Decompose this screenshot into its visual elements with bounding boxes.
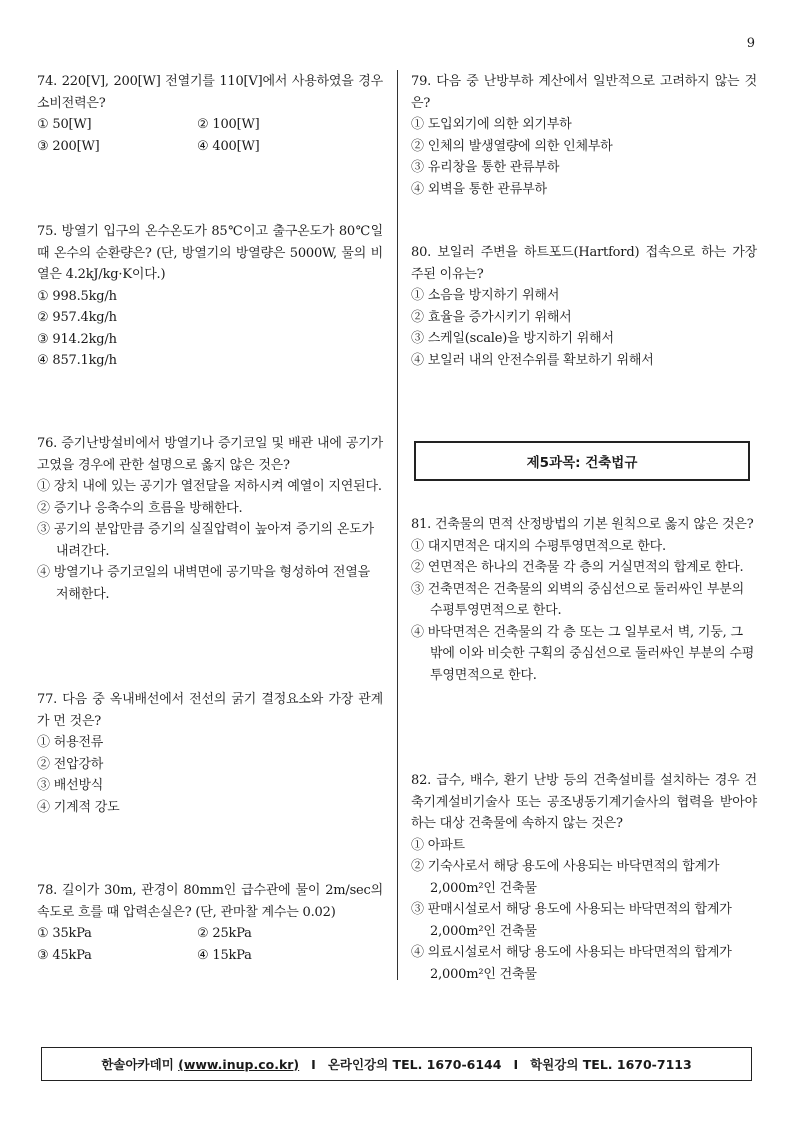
option-3[interactable]: ③ 스케일(scale)을 방지하기 위해서 <box>411 331 614 346</box>
question-stem: 82. 급수, 배수, 환기 난방 등의 건축설비를 설치하는 경우 건축기계설비기술사 또는 공조냉동기계기술사의 협력을 받아야 하는 대상 건축물에 속하지 않는 것은? <box>411 773 757 831</box>
option-3[interactable]: ③ 200[W] <box>37 138 100 154</box>
option-1[interactable]: ① 장치 내에 있는 공기가 열전달을 저하시켜 예열이 지연된다. <box>37 479 382 494</box>
option-4[interactable]: ④ 바닥면적은 건축물의 각 층 또는 그 일부로서 벽, 기둥, 그 밖에 이와 비슷한 구획의 중심선으로 둘러싸인 부분의 수평투영면적으로 한다. <box>411 624 755 683</box>
question-80 <box>411 242 757 371</box>
offline-tel: 학원강의 TEL. 1670-7113 <box>530 1057 692 1072</box>
option-3[interactable]: ③ 판매시설로서 해당 용도에 사용되는 바닥면적의 합계가 2,000m²인 건축물 <box>411 902 732 939</box>
option-4[interactable]: ④ 기계적 강도 <box>37 799 120 815</box>
page-number: 9 <box>746 36 755 51</box>
option-1[interactable]: ① 소음을 방지하기 위해서 <box>411 288 560 303</box>
option-2[interactable]: ② 기숙사로서 해당 용도에 사용되는 바닥면적의 합계가 2,000m²인 건축물 <box>411 859 720 896</box>
question-stem: 78. 길이가 30m, 관경이 80mm인 급수관에 물이 2m/sec의 속도로 흐를 때 압력손실은? (단, 관마찰 계수는 0.02) <box>37 883 383 920</box>
option-3[interactable]: ③ 45kPa <box>37 947 92 963</box>
option-3[interactable]: ③ 배선방식 <box>37 778 104 793</box>
option-2[interactable]: ② 957.4kg/h <box>37 310 117 325</box>
option-2[interactable]: ② 25kPa <box>197 926 252 941</box>
option-1[interactable]: ① 아파트 <box>411 837 465 853</box>
option-2[interactable]: ② 인체의 발생열량에 의한 인체부하 <box>411 138 613 154</box>
question-stem: 80. 보일러 주변을 하트포드(Hartford) 접속으로 하는 가장 주된 이유는? <box>411 245 757 282</box>
option-4[interactable]: ④ 15kPa <box>197 947 252 963</box>
question-77 <box>37 689 383 818</box>
option-4[interactable]: ④ 의료시설로서 해당 용도에 사용되는 바닥면적의 합계가 2,000m²인 건축물 <box>411 945 732 982</box>
question-stem: 74. 220[V], 200[W] 전열기를 110[V]에서 사용하였을 경우 소비전력은? <box>37 74 383 111</box>
website-link[interactable]: (www.inup.co.kr) <box>178 1056 300 1072</box>
option-4[interactable]: ④ 보일러 내의 안전수위를 확보하기 위해서 <box>411 352 654 368</box>
question-81 <box>411 514 757 686</box>
section-title: 제5과목: 건축법규 <box>526 455 638 471</box>
option-3[interactable]: ③ 공기의 분압만큼 증기의 실질압력이 높아져 증기의 온도가 내려간다. <box>37 522 374 559</box>
option-1[interactable]: ① 도입외기에 의한 외기부하 <box>411 117 572 132</box>
option-1[interactable]: ① 998.5kg/h <box>37 288 117 304</box>
question-82 <box>411 770 757 985</box>
option-4[interactable]: ④ 857.1kg/h <box>37 353 117 368</box>
question-stem: 79. 다음 중 난방부하 계산에서 일반적으로 고려하지 않는 것은? <box>411 74 757 111</box>
question-74 <box>37 71 383 157</box>
question-75 <box>37 221 383 372</box>
option-2[interactable]: ② 연면적은 하나의 건축물 각 층의 거실면적의 합계로 한다. <box>411 560 744 575</box>
option-2[interactable]: ② 증기나 응축수의 흐름을 방해한다. <box>37 500 243 516</box>
option-1[interactable]: ① 대지면적은 대지의 수평투영면적으로 한다. <box>411 538 666 554</box>
option-1[interactable]: ① 50[W] <box>37 117 92 132</box>
column-divider <box>397 70 398 980</box>
question-stem: 76. 증기난방설비에서 방열기나 증기코일 및 배관 내에 공기가 고였을 경우에 관한 설명으로 옳지 않은 것은? <box>37 436 383 473</box>
option-4[interactable]: ④ 방열기나 증기코일의 내벽면에 공기막을 형성하여 전열을 저해한다. <box>37 565 370 602</box>
section-title-box <box>414 441 750 481</box>
question-76 <box>37 433 383 605</box>
online-tel: 온라인강의 TEL. 1670-6144 <box>327 1057 502 1072</box>
option-4[interactable]: ④ 외벽을 통한 관류부하 <box>411 181 547 197</box>
option-3[interactable]: ③ 건축면적은 건축물의 외벽의 중심선으로 둘러싸인 부분의 수평투영면적으로 한다. <box>411 581 744 618</box>
academy-name: 한솔아카데미 <box>101 1057 174 1072</box>
option-2[interactable]: ② 효율을 증가시키기 위해서 <box>411 309 572 325</box>
option-3[interactable]: ③ 유리창을 통한 관류부하 <box>411 160 560 175</box>
option-2[interactable]: ② 100[W] <box>197 117 260 132</box>
option-1[interactable]: ① 35kPa <box>37 926 92 941</box>
footer-banner <box>41 1047 752 1081</box>
option-3[interactable]: ③ 914.2kg/h <box>37 331 117 347</box>
question-78 <box>37 880 383 966</box>
option-4[interactable]: ④ 400[W] <box>197 138 260 154</box>
question-79 <box>411 71 757 200</box>
separator: I <box>513 1056 519 1072</box>
question-stem: 75. 방열기 입구의 온수온도가 85℃이고 출구온도가 80℃일 때 온수의 순환량은? (단, 방열기의 방열량은 5000W, 물의 비열은 4.2kJ/kg·K이다.) <box>37 224 383 282</box>
separator: I <box>311 1056 316 1072</box>
option-1[interactable]: ① 허용전류 <box>37 735 104 750</box>
option-2[interactable]: ② 전압강하 <box>37 756 104 772</box>
question-stem: 77. 다음 중 옥내배선에서 전선의 굵기 결정요소와 가장 관계가 먼 것은? <box>37 692 383 729</box>
question-stem: 81. 건축물의 면적 산정방법의 기본 원칙으로 옳지 않은 것은? <box>411 517 754 532</box>
